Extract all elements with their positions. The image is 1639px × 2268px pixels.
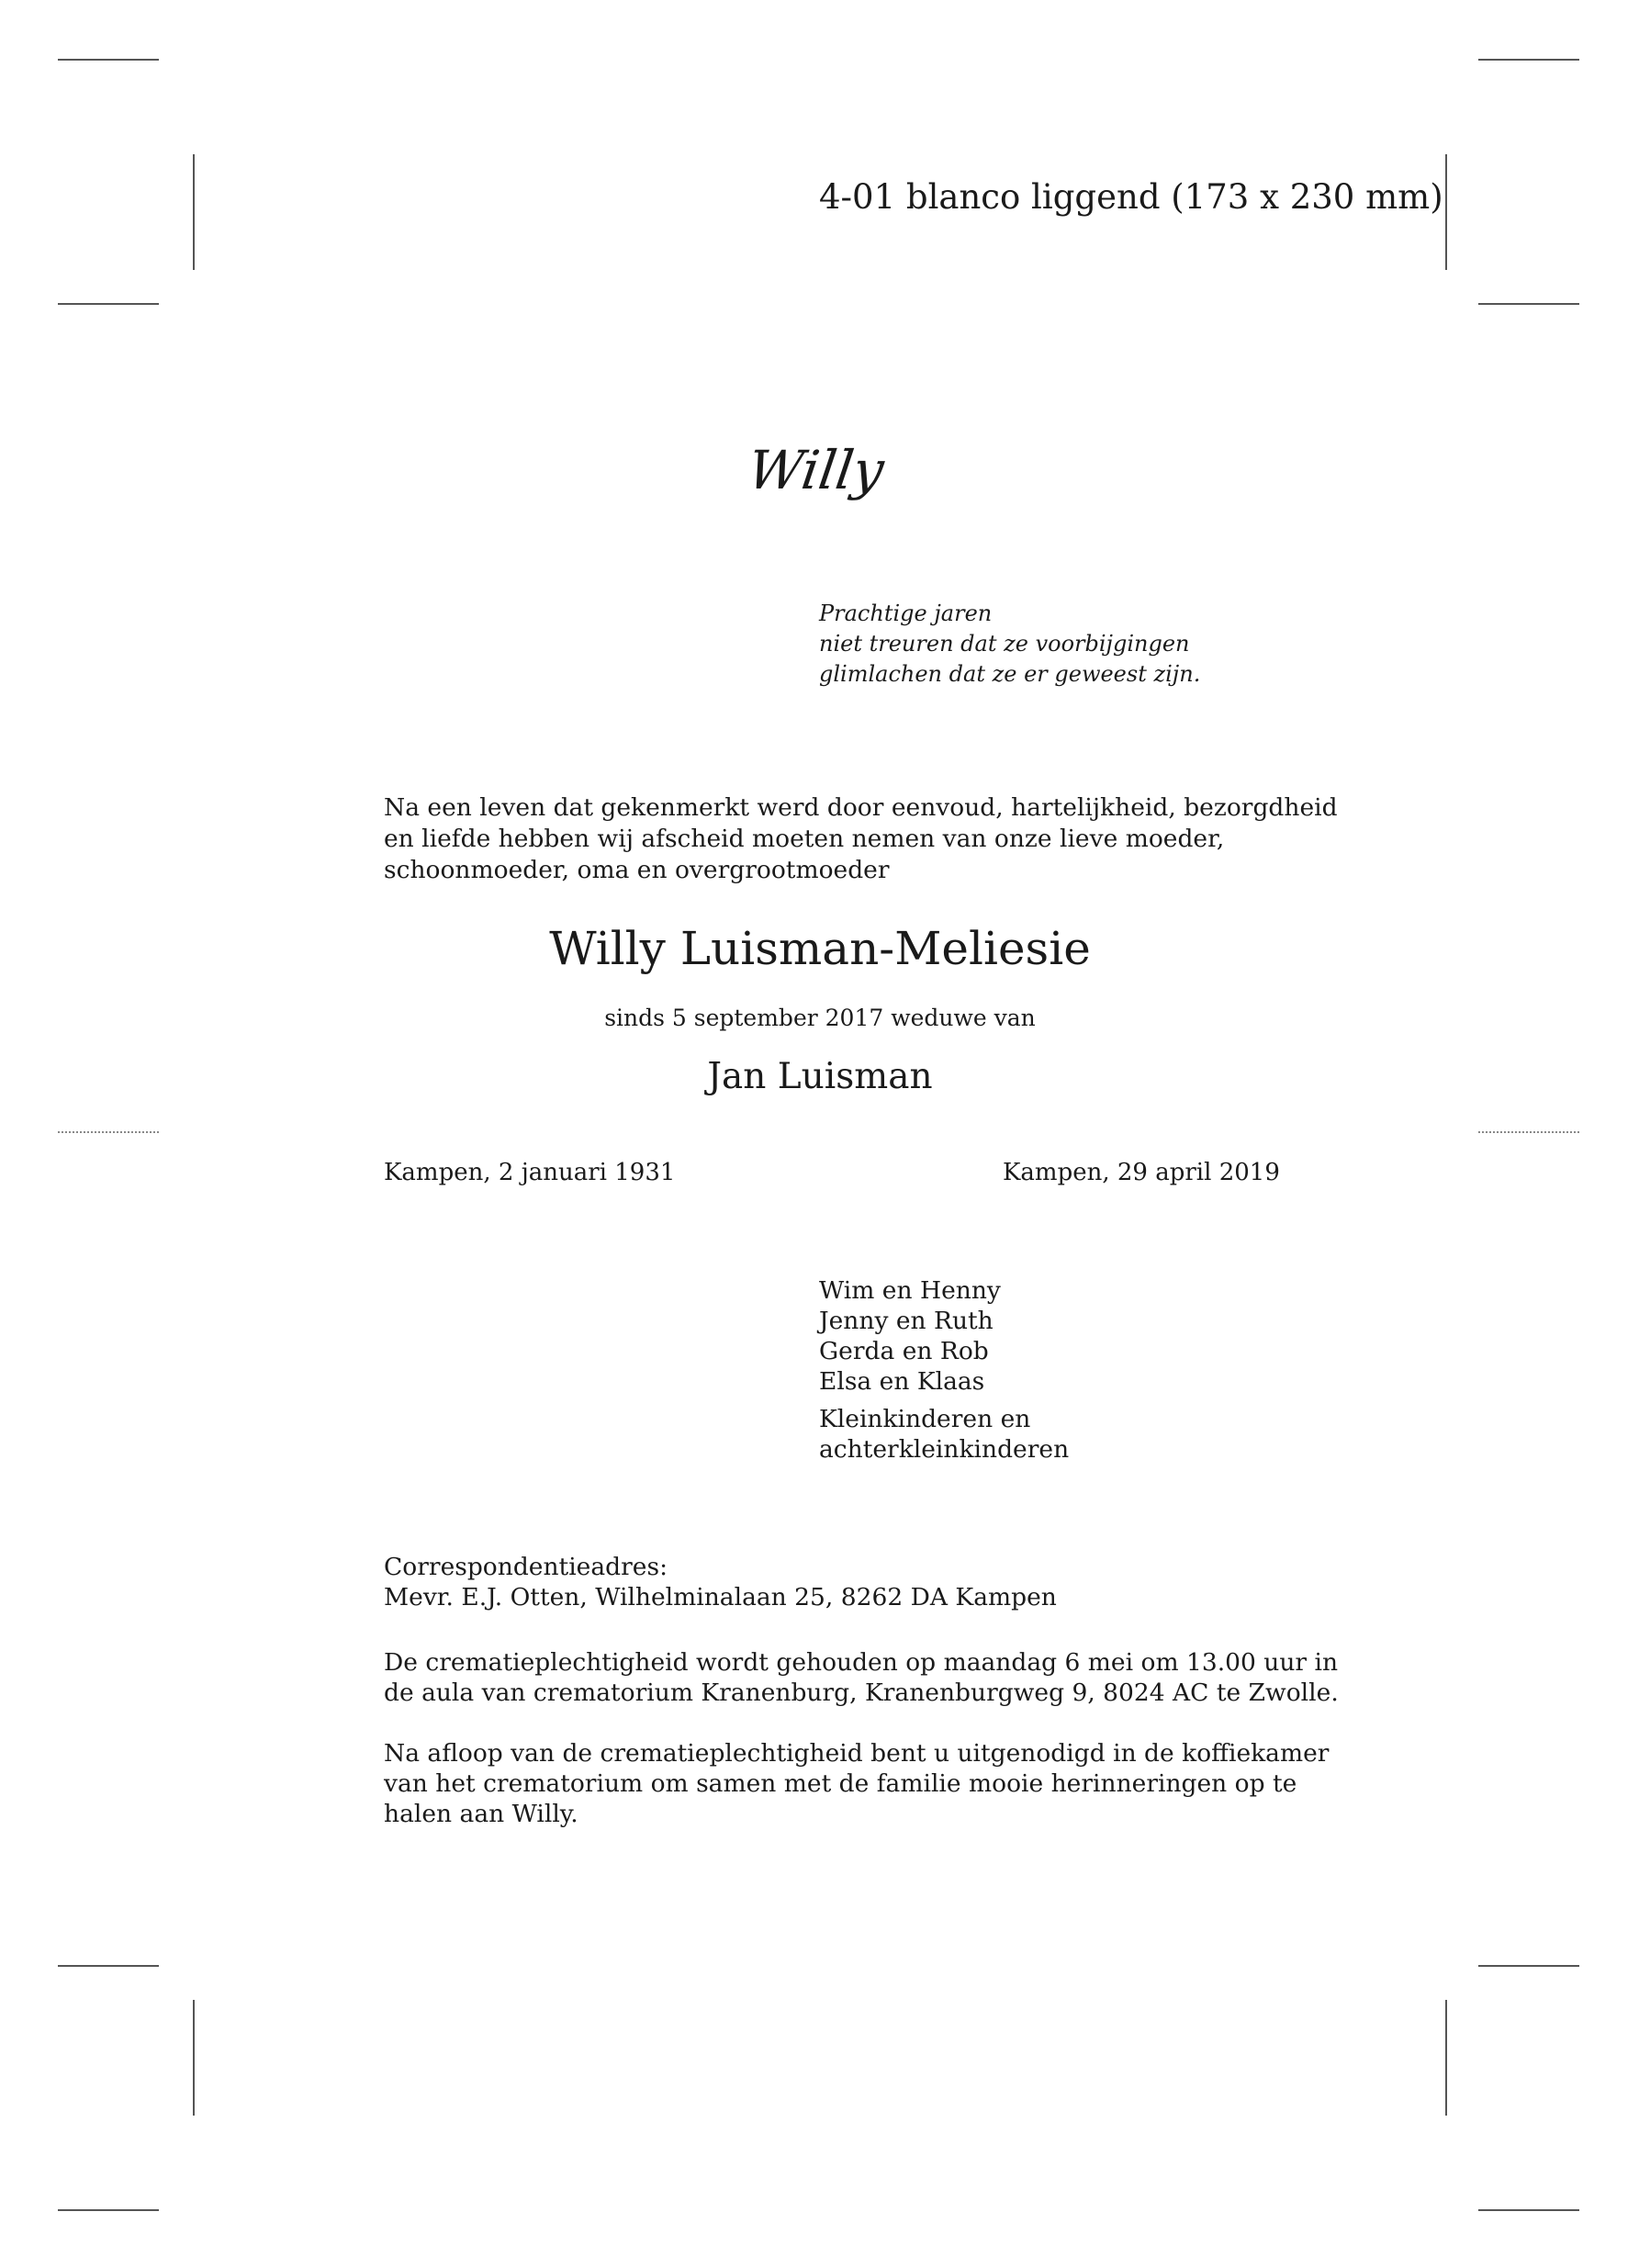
intro-text	[384, 792, 1338, 886]
crop-mark-top-left-v	[193, 154, 195, 270]
crop-mark-lower-right-h	[1478, 1965, 1579, 1967]
format-label: 4-01 blanco liggend (173 x 230 mm)	[819, 177, 1443, 217]
husband-name: Jan Luisman	[707, 1056, 933, 1097]
poem-line: glimlachen dat ze er geweest zijn.	[819, 661, 1201, 687]
crop-mark-bottom-right-v	[1445, 2000, 1447, 2116]
family-gap	[819, 1397, 1069, 1404]
family-member: Kleinkinderen en	[819, 1405, 1031, 1433]
poem-line: Prachtige jaren	[819, 601, 993, 626]
crop-mark-upper-right-h	[1478, 303, 1579, 305]
fold-mark-left	[58, 1131, 159, 1133]
family-member: achterkleinkinderen	[819, 1435, 1070, 1464]
crop-mark-top-left-h	[58, 59, 159, 61]
family-list	[819, 1275, 1069, 1465]
crop-mark-upper-left-h	[58, 303, 159, 305]
after-line: Na afloop van de crematieplechtigheid bent u uitgenodigd in de koffiekamer	[384, 1739, 1330, 1768]
fold-mark-right	[1478, 1131, 1579, 1133]
death-date: Kampen, 29 april 2019	[1003, 1159, 1280, 1186]
birth-date: Kampen, 2 januari 1931	[384, 1159, 676, 1186]
ceremony-block	[384, 1647, 1339, 1708]
widow-line: sinds 5 september 2017 weduwe van	[604, 1005, 1036, 1031]
family-member: Wim en Henny	[819, 1276, 1001, 1305]
after-line: halen aan Willy.	[384, 1800, 578, 1828]
correspondence-address: Mevr. E.J. Otten, Wilhelminalaan 25, 8262 DA Kampen	[384, 1583, 1057, 1611]
family-member: Gerda en Rob	[819, 1337, 989, 1365]
script-name: Willy	[744, 439, 888, 501]
intro-line: Na een leven dat gekenmerkt werd door eenvoud, hartelijkheid, bezorgdheid	[384, 793, 1338, 822]
intro-line: en liefde hebben wij afscheid moeten nemen van onze lieve moeder,	[384, 825, 1225, 853]
crop-mark-bottom-right-h	[1478, 2209, 1579, 2211]
crop-mark-lower-left-h	[58, 1965, 159, 1967]
deceased-name: Willy Luisman-Meliesie	[549, 922, 1091, 975]
after-line: van het crematorium om samen met de familie mooie herinneringen op te	[384, 1769, 1297, 1798]
after-block	[384, 1738, 1330, 1829]
intro-line: schoonmoeder, oma en overgrootmoeder	[384, 856, 890, 884]
ceremony-line: de aula van crematorium Kranenburg, Kranenburgweg 9, 8024 AC te Zwolle.	[384, 1679, 1339, 1707]
family-member: Jenny en Ruth	[819, 1307, 994, 1335]
crop-mark-bottom-left-h	[58, 2209, 159, 2211]
poem-line: niet treuren dat ze voorbijgingen	[819, 631, 1190, 657]
crop-mark-bottom-left-v	[193, 2000, 195, 2116]
ceremony-line: De crematieplechtigheid wordt gehouden op maandag 6 mei om 13.00 uur in	[384, 1648, 1339, 1677]
crop-mark-top-right-v	[1445, 154, 1447, 270]
correspondence-block	[384, 1552, 1256, 1612]
crop-mark-top-right-h	[1478, 59, 1579, 61]
correspondence-label: Correspondentieadres:	[384, 1553, 668, 1581]
poem	[819, 599, 1200, 690]
family-member: Elsa en Klaas	[819, 1367, 985, 1396]
